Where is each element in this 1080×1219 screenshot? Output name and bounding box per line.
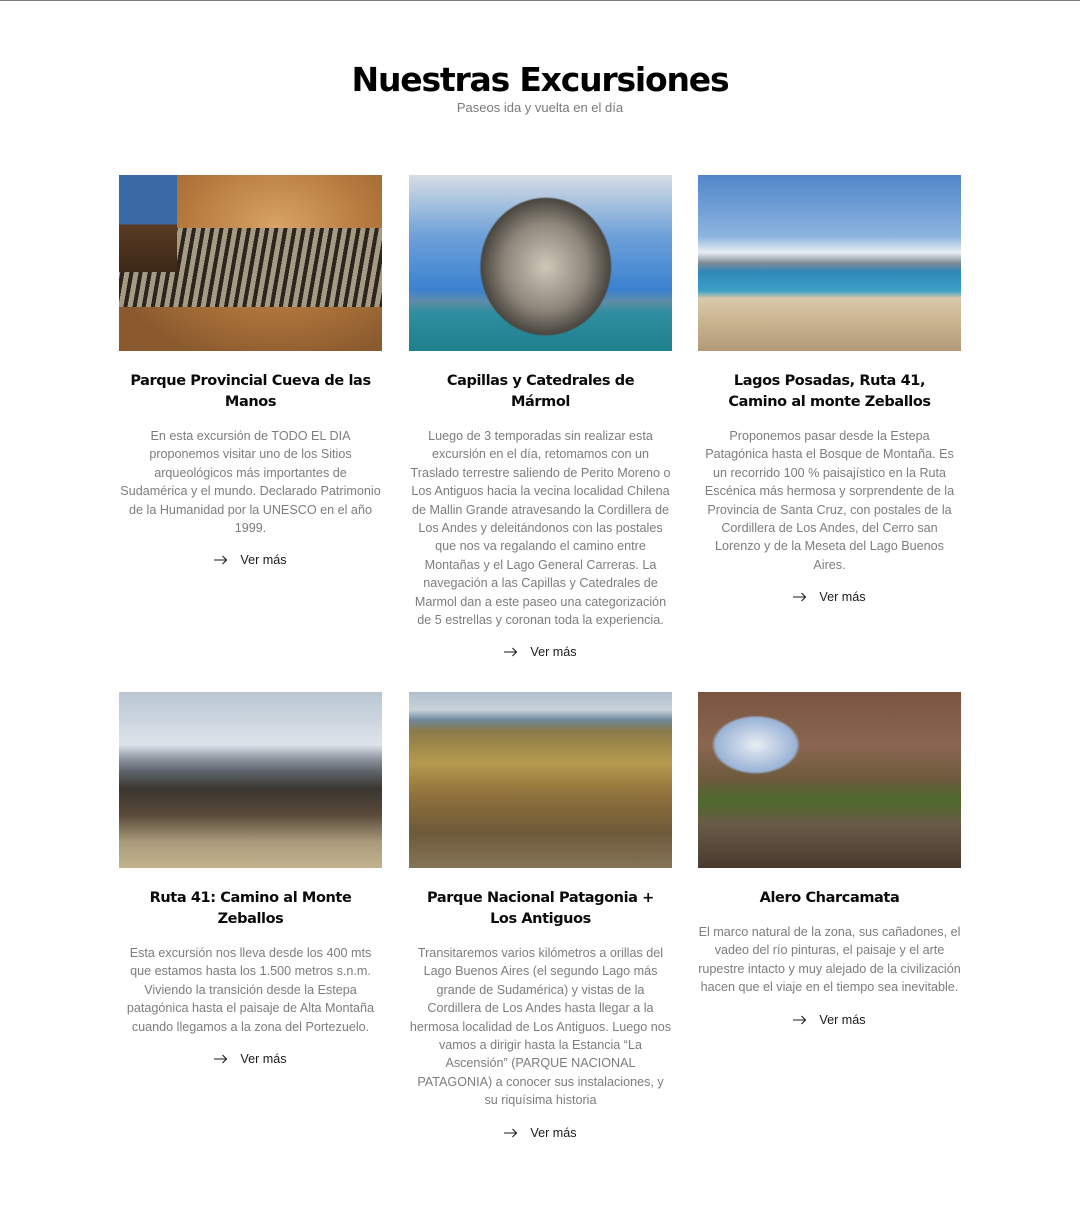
ver-mas-label: Ver más bbox=[819, 1012, 866, 1027]
card-image[interactable] bbox=[119, 692, 382, 868]
arrow-right-icon bbox=[504, 1128, 518, 1138]
arrow-right-icon bbox=[214, 555, 228, 565]
page-subtitle: Paseos ida y vuelta en el día bbox=[456, 100, 624, 115]
card-title[interactable]: Alero Charcamata bbox=[759, 890, 900, 906]
excursion-card bbox=[698, 175, 961, 607]
card-description: El marco natural de la zona, sus cañadones, el vadeo del río pinturas, el paisaje y el arte rupestre intacto y muy alejado de la civilización hacen que el viaje en el tiempo sea inevitable. bbox=[698, 925, 961, 995]
card-title[interactable]: Ruta 41: Camino al Monte Zeballos bbox=[149, 890, 352, 927]
ver-mas-link[interactable] bbox=[793, 1013, 865, 1027]
card-image[interactable] bbox=[698, 175, 961, 351]
ver-mas-label: Ver más bbox=[240, 553, 287, 568]
section-header bbox=[0, 60, 1080, 116]
card-description: Esta excursión nos lleva desde los 400 mts que estamos hasta los 1.500 metros s.n.m. Viviendo la transición desde la Estepa patagónica hasta el paisaje de Alta Montaña cuando llegamos a la zona del Portezuelo. bbox=[126, 946, 375, 1034]
card-description: Luego de 3 temporadas sin realizar esta excursión en el día, retomamos con un Traslado terrestre saliendo de Perito Moreno o Los Antiguos hacia la vecina localidad Chilena de Mallin Grande atravesando la Cordillera de Los Andes y deleitándonos con las postales que nos va regalando el camino entre Montañas y el Lago General Carreras. La navegación a las Capillas y Catedrales de Marmol dan a este paseo una categorización de 5 estrellas y coronan toda la experiencia. bbox=[410, 429, 671, 628]
ver-mas-label: Ver más bbox=[819, 590, 866, 605]
card-image[interactable] bbox=[119, 175, 382, 351]
ver-mas-label: Ver más bbox=[530, 1125, 577, 1140]
excursion-card bbox=[698, 692, 961, 1030]
ver-mas-link[interactable] bbox=[214, 553, 286, 567]
arrow-right-icon bbox=[793, 592, 807, 602]
arrow-right-icon bbox=[793, 1015, 807, 1025]
ver-mas-label: Ver más bbox=[530, 645, 577, 660]
ver-mas-link[interactable] bbox=[504, 1126, 576, 1140]
card-title[interactable]: Parque Nacional Patagonia + Los Antiguos bbox=[427, 890, 654, 927]
ver-mas-link[interactable] bbox=[214, 1052, 286, 1066]
arrow-right-icon bbox=[504, 647, 518, 657]
arrow-right-icon bbox=[214, 1054, 228, 1064]
card-description: Transitaremos varios kilómetros a orillas del Lago Buenos Aires (el segundo Lago más grande de Sudamérica) y vistas de la Cordillera de Los Andes hasta llegar a la hermosa localidad de Los Antiguos. Luego nos vamos a dirigir hasta la Estancia “La Ascensión” (PARQUE NACIONAL PATAGONIA) a conocer sus instalaciones, y su riquísima historia bbox=[409, 946, 672, 1108]
excursion-card bbox=[119, 175, 382, 570]
excursion-card bbox=[409, 175, 672, 662]
ver-mas-link[interactable] bbox=[504, 645, 576, 659]
card-title[interactable]: Capillas y Catedrales de Mármol bbox=[446, 373, 635, 410]
card-title[interactable]: Lagos Posadas, Ruta 41, Camino al monte Zeballos bbox=[728, 373, 931, 410]
page-title: Nuestras Excursiones bbox=[351, 60, 729, 99]
excursion-card bbox=[119, 692, 382, 1069]
excursion-card bbox=[409, 692, 672, 1143]
card-image[interactable] bbox=[409, 175, 672, 351]
top-divider bbox=[0, 0, 1080, 1]
card-description: Proponemos pasar desde la Estepa Patagónica hasta el Bosque de Montaña. Es un recorrido 100 % paisajístico en la Ruta Escénica más hermosa y sorprendente de la Provincia de Santa Cruz, con postales de la Cordillera de Los Andes, del Cerro san Lorenzo y de la Meseta del Lago Buenos Aires. bbox=[704, 429, 955, 572]
card-title[interactable]: Parque Provincial Cueva de las Manos bbox=[130, 373, 371, 410]
card-image[interactable] bbox=[409, 692, 672, 868]
ver-mas-link[interactable] bbox=[793, 590, 865, 604]
card-image[interactable] bbox=[698, 692, 961, 868]
card-description: En esta excursión de TODO EL DIA proponemos visitar uno de los Sitios arqueológicos más importantes de Sudamérica y el mundo. Declarado Patrimonio de la Humanidad por la UNESCO en el año 1999. bbox=[120, 429, 381, 536]
ver-mas-label: Ver más bbox=[240, 1052, 287, 1067]
